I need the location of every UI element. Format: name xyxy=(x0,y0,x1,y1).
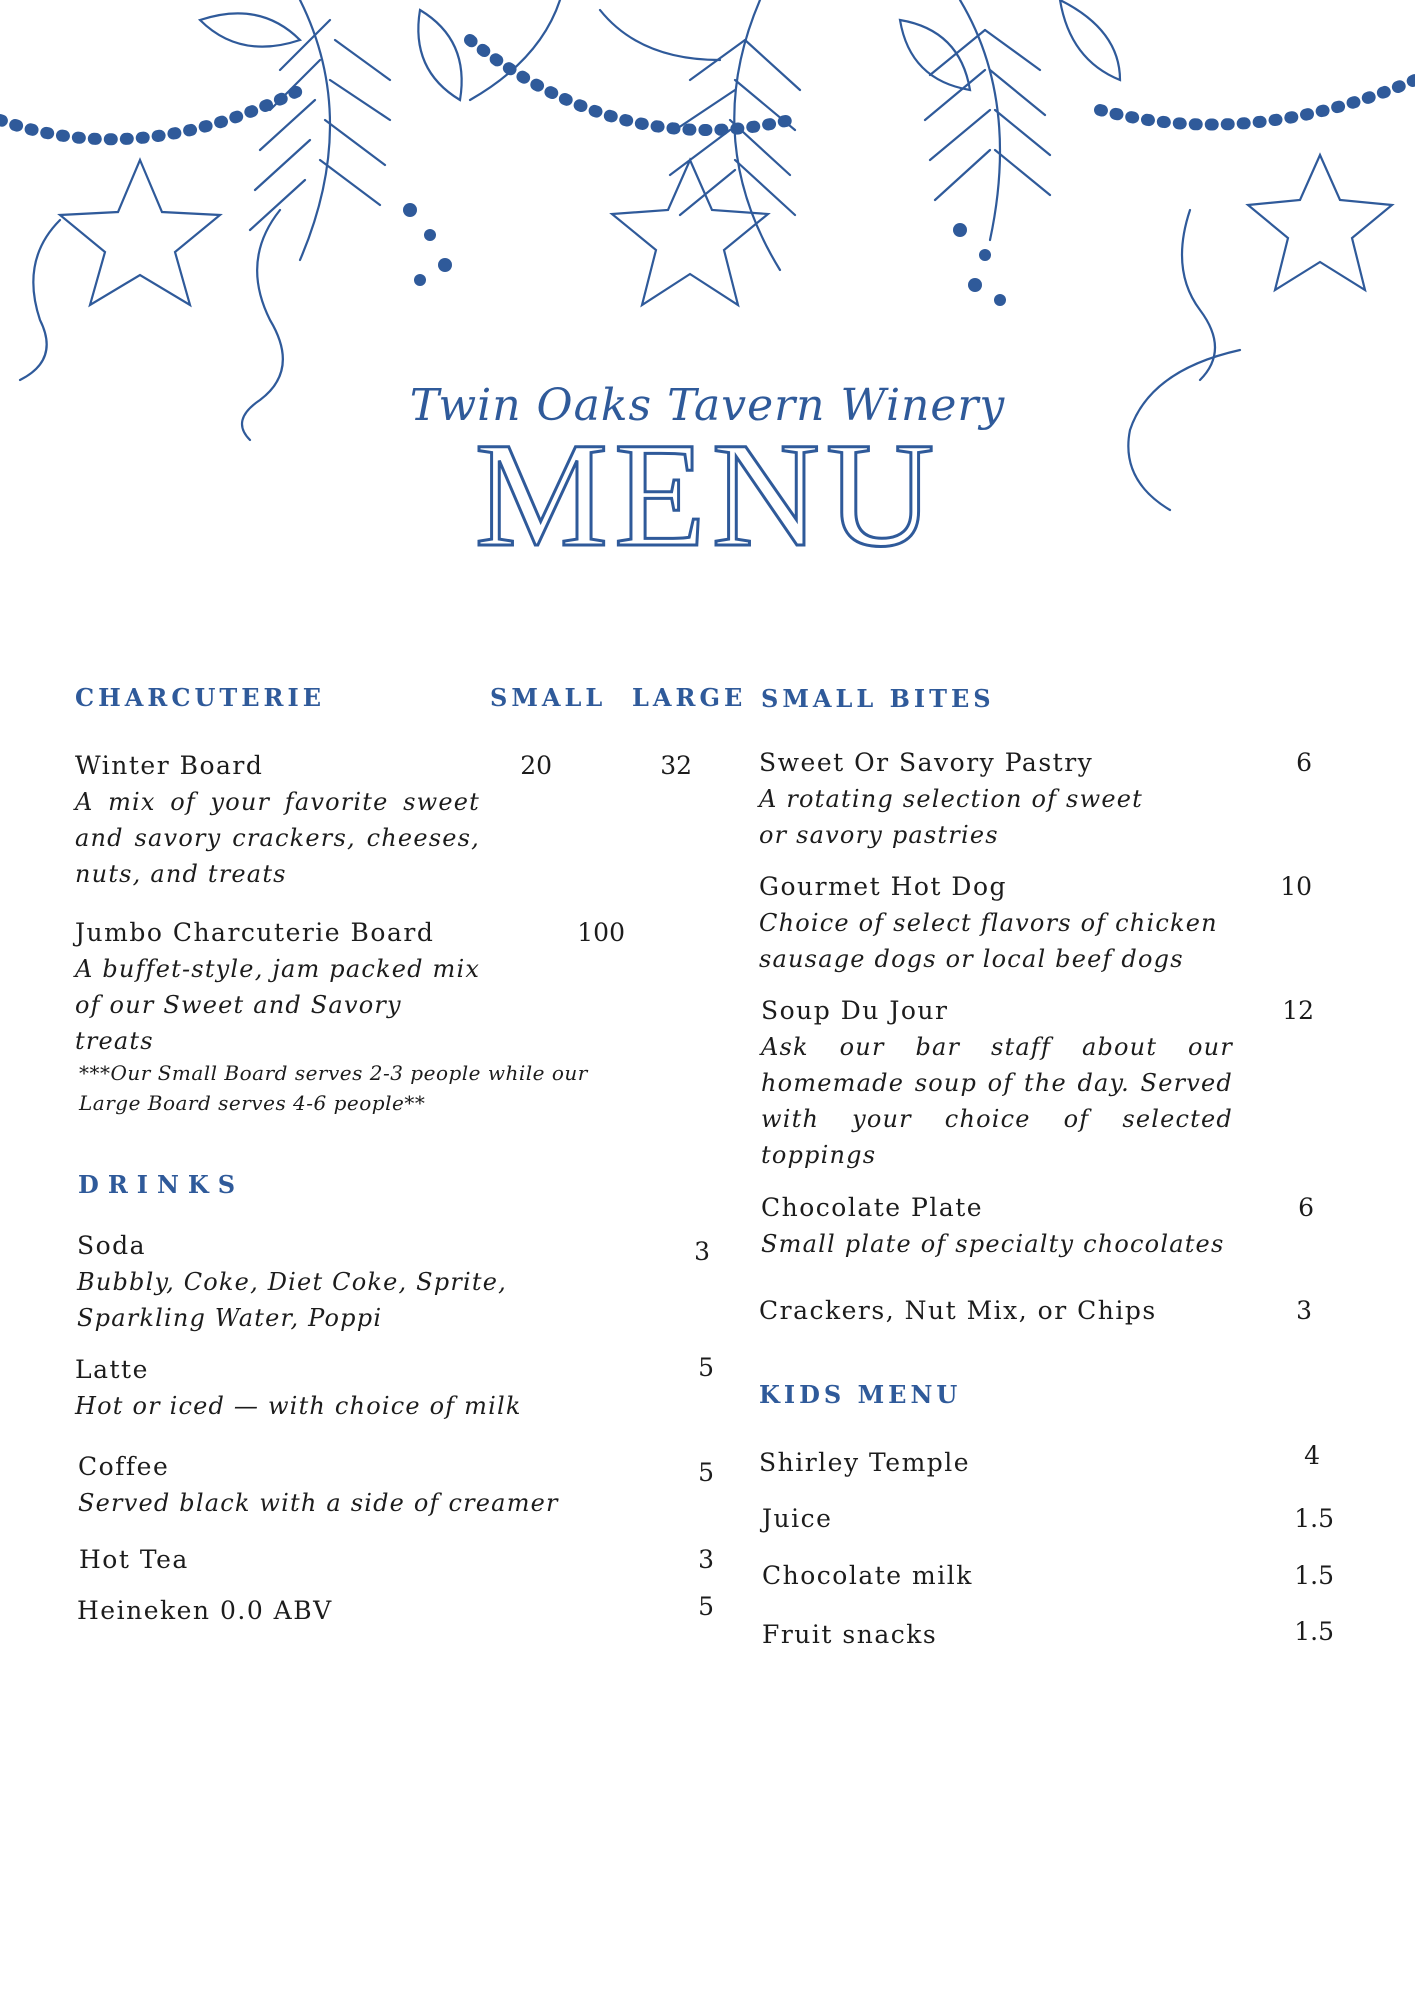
pastry-price: 6 xyxy=(1296,748,1312,777)
menu-item-winter-board xyxy=(75,748,480,892)
menu-item-soda xyxy=(77,1228,637,1336)
item-name: Juice xyxy=(762,1504,833,1533)
menu-item-hot-tea xyxy=(79,1542,579,1578)
item-name: Winter Board xyxy=(75,751,264,780)
item-name: Jumbo Charcuterie Board xyxy=(75,918,435,947)
menu-item-heineken xyxy=(77,1593,577,1629)
menu-item-hot-dog xyxy=(759,869,1234,977)
item-name: Soda xyxy=(77,1231,147,1260)
item-description: A buffet-style, jam packed mix of our Sweet and Savory treats xyxy=(75,955,481,1055)
menu-item-juice xyxy=(762,1501,1182,1537)
item-name: Coffee xyxy=(78,1452,170,1481)
hot-tea-price: 3 xyxy=(698,1545,714,1574)
juice-price: 1.5 xyxy=(1294,1504,1334,1533)
heineken-price: 5 xyxy=(698,1592,714,1621)
menu-item-coffee xyxy=(78,1449,658,1521)
menu-item-latte xyxy=(75,1352,635,1424)
item-name: Chocolate milk xyxy=(762,1561,973,1590)
latte-price: 5 xyxy=(698,1353,714,1382)
coffee-price: 5 xyxy=(698,1458,714,1487)
winter-board-large-price: 32 xyxy=(660,751,692,780)
small-size-label: SMALL xyxy=(490,683,607,712)
item-name: Soup Du Jour xyxy=(761,996,949,1025)
charcuterie-heading: CHARCUTERIE xyxy=(75,683,325,712)
menu-item-soup xyxy=(761,993,1233,1173)
soup-price: 12 xyxy=(1282,996,1314,1025)
chocolate-plate-price: 6 xyxy=(1298,1193,1314,1222)
item-name: Crackers, Nut Mix, or Chips xyxy=(759,1296,1157,1325)
item-name: Hot Tea xyxy=(79,1545,189,1574)
menu-item-crackers xyxy=(759,1293,1229,1329)
menu-title: MENU xyxy=(474,412,941,578)
chocolate-milk-price: 1.5 xyxy=(1294,1561,1334,1590)
winter-board-small-price: 20 xyxy=(520,751,552,780)
item-description: A mix of your favorite sweet and savory crackers, cheeses, nuts, and treats xyxy=(75,788,480,888)
item-name: Heineken 0.0 ABV xyxy=(77,1596,333,1625)
large-size-label: LARGE xyxy=(632,683,747,712)
item-description: A rotating selection of sweet or savory pastries xyxy=(759,785,1143,849)
fruit-snacks-price: 1.5 xyxy=(1294,1617,1334,1646)
menu-item-pastry xyxy=(759,745,1229,853)
winery-name: Twin Oaks Tavern Winery xyxy=(409,380,1006,431)
item-name: Sweet Or Savory Pastry xyxy=(759,748,1094,777)
menu-item-fruit-snacks xyxy=(762,1617,1182,1653)
hot-dog-price: 10 xyxy=(1280,872,1312,901)
item-name: Shirley Temple xyxy=(759,1448,971,1477)
item-name: Fruit snacks xyxy=(762,1620,938,1649)
item-description: Ask our bar staff about our homemade soup of the day. Served with your choice of selected toppings xyxy=(761,1033,1233,1169)
menu-item-chocolate-plate xyxy=(761,1190,1241,1262)
item-name: Chocolate Plate xyxy=(761,1193,984,1222)
item-name: Latte xyxy=(75,1355,149,1384)
soda-price: 3 xyxy=(694,1237,710,1266)
menu-item-shirley-temple xyxy=(759,1445,1179,1481)
item-name: Gourmet Hot Dog xyxy=(759,872,1008,901)
item-description: Choice of select flavors of chicken sausage dogs or local beef dogs xyxy=(759,909,1218,973)
crackers-price: 3 xyxy=(1296,1296,1312,1325)
item-description: Served black with a side of creamer xyxy=(78,1489,559,1517)
jumbo-board-price: 100 xyxy=(577,918,625,947)
item-description: Small plate of specialty chocolates xyxy=(761,1230,1225,1258)
shirley-temple-price: 4 xyxy=(1304,1441,1320,1470)
item-description: Hot or iced — with choice of milk xyxy=(75,1392,522,1420)
board-serving-note: ***Our Small Board serves 2-3 people while our Large Board serves 4-6 people** xyxy=(79,1061,588,1115)
kids-menu-heading: KIDS MENU xyxy=(759,1380,962,1409)
item-description: Bubbly, Coke, Diet Coke, Sprite, Sparkling Water, Poppi xyxy=(77,1268,507,1332)
drinks-heading: DRINKS xyxy=(78,1170,245,1199)
menu-item-chocolate-milk xyxy=(762,1558,1182,1594)
small-bites-heading: SMALL BITES xyxy=(761,684,995,713)
menu-item-jumbo-board xyxy=(75,915,485,1059)
